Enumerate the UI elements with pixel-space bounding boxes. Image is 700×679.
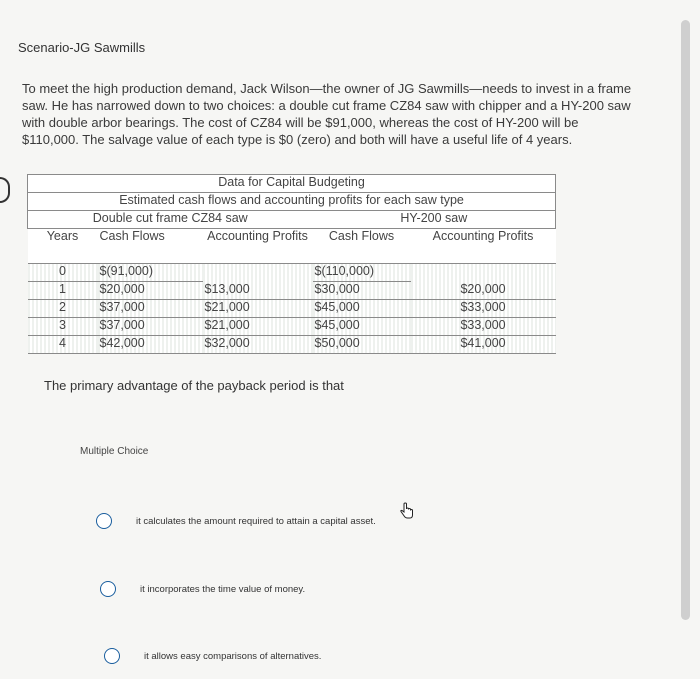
cell-cz84-cash-flow: $37,000 [98,318,203,336]
cell-cz84-cash-flow: $(91,000) [98,264,203,282]
answer-option-label: it incorporates the time value of money. [140,583,306,595]
multiple-choice-label: Multiple Choice [80,446,149,457]
cell-cz84-accounting-profit: $13,000 [203,282,313,300]
cell-year: 1 [28,282,98,300]
cell-cz84-cash-flow: $20,000 [98,282,203,300]
table-row [28,282,556,300]
capital-budgeting-table [27,174,556,354]
answer-option-label: it allows easy comparisons of alternatives. [144,650,322,662]
column-header-cash-flows: Cash Flows [98,229,203,264]
cell-hy200-cash-flow: $45,000 [313,300,411,318]
radio-unchecked-icon[interactable] [104,648,120,664]
table-row [28,300,556,318]
table-row [28,318,556,336]
cell-cz84-cash-flow: $42,000 [98,336,203,354]
question-text: The primary advantage of the payback period is that [44,378,344,393]
bracket-decoration [0,177,10,203]
cell-cz84-accounting-profit [203,264,313,282]
cell-cz84-cash-flow: $37,000 [98,300,203,318]
cell-hy200-cash-flow: $30,000 [313,282,411,300]
table-row [28,336,556,354]
table-title: Data for Capital Budgeting [28,175,556,193]
cell-cz84-accounting-profit: $21,000 [203,300,313,318]
answer-option-2[interactable] [100,581,305,597]
cell-cz84-accounting-profit: $21,000 [203,318,313,336]
cell-hy200-accounting-profit: $41,000 [411,336,556,354]
scenario-text: To meet the high production demand, Jack Wilson—the owner of JG Sawmills—needs to invest in a frame saw. He has narrowed down to two choices: a double cut frame CZ84 saw with chipper and a HY-200 saw with double arbor bearings. The cost of CZ84 will be $91,000, whereas the cost of HY-200 will be $110,000. The salvage value of each type is $0 (zero) and both will have a useful life of 4 years. [22,81,632,147]
group-header-hy200: HY-200 saw [313,211,556,229]
answer-option-1[interactable] [96,513,376,529]
vertical-scrollbar[interactable] [681,20,690,620]
answer-option-label: it calculates the amount required to attain a capital asset. [136,515,376,527]
cell-hy200-cash-flow: $50,000 [313,336,411,354]
cell-year: 2 [28,300,98,318]
group-header-cz84: Double cut frame CZ84 saw [28,211,313,229]
table-subtitle: Estimated cash flows and accounting profits for each saw type [28,193,556,211]
cell-hy200-cash-flow: $(110,000) [313,264,411,282]
radio-unchecked-icon[interactable] [100,581,116,597]
column-header-years: Years [28,229,98,264]
column-header-accounting-profits: Accounting Profits [203,229,313,264]
table-row [28,264,556,282]
cell-hy200-accounting-profit: $20,000 [411,282,556,300]
cell-hy200-accounting-profit [411,264,556,282]
radio-unchecked-icon[interactable] [96,513,112,529]
cell-year: 3 [28,318,98,336]
column-header-cash-flows: Cash Flows [313,229,411,264]
cell-hy200-accounting-profit: $33,000 [411,300,556,318]
cell-hy200-accounting-profit: $33,000 [411,318,556,336]
cell-cz84-accounting-profit: $32,000 [203,336,313,354]
answer-option-3[interactable] [104,648,321,664]
cell-year: 0 [28,264,98,282]
cell-year: 4 [28,336,98,354]
page-title: Scenario-JG Sawmills [18,40,146,55]
column-header-accounting-profits: Accounting Profits [411,229,556,264]
hand-pointer-icon [398,502,416,520]
cell-hy200-cash-flow: $45,000 [313,318,411,336]
